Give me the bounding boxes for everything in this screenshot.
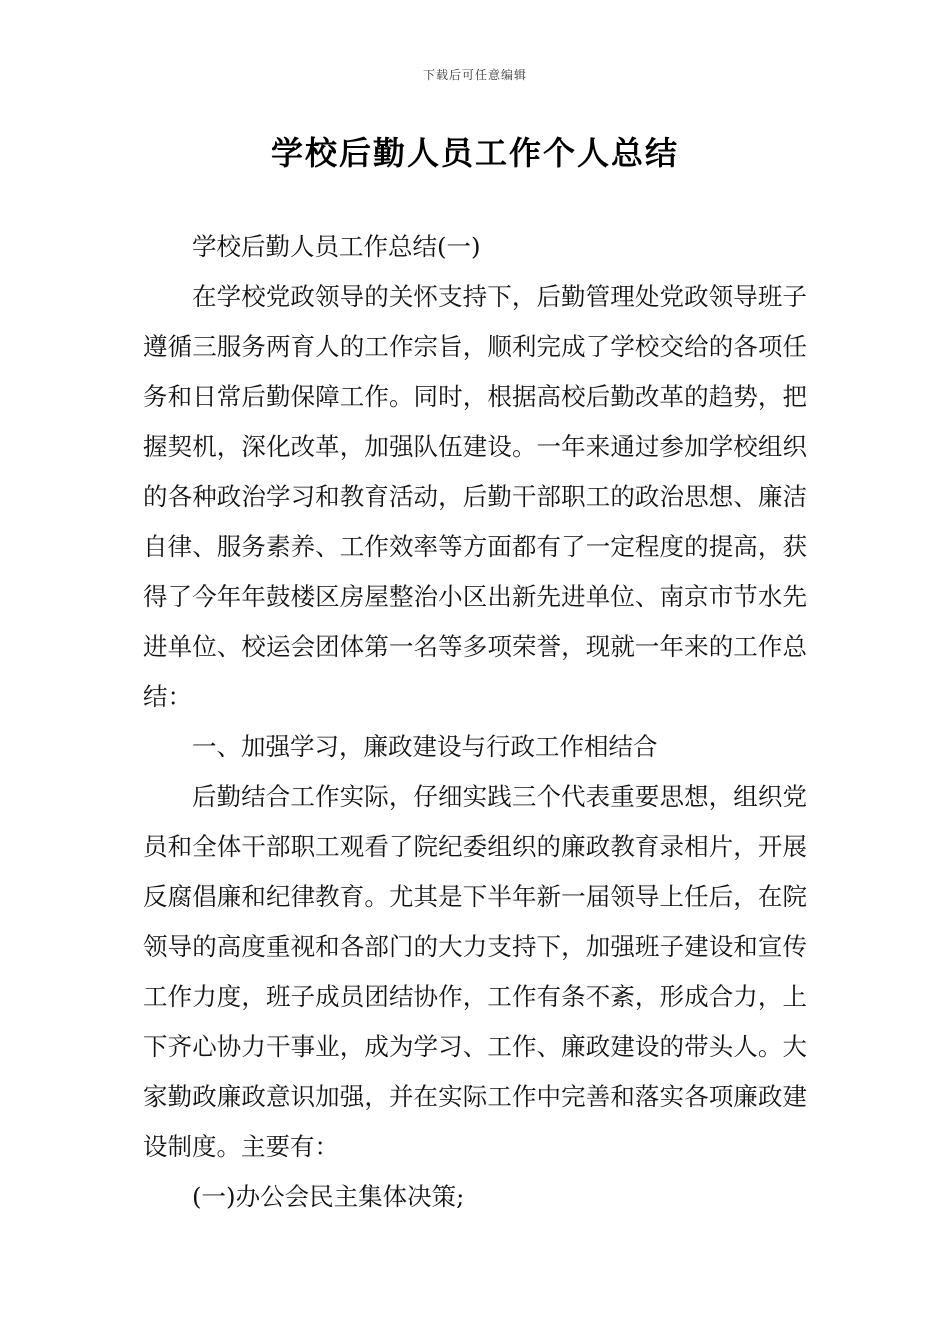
paragraph: 后勤结合工作实际，仔细实践三个代表重要思想，组织党员和全体干部职工观看了院纪委组织的廉政教育录相片，开展反腐倡廉和纪律教育。尤其是下半年新一届领导上任后，在院领导的高度重视和各部门的大力支持下，加强班子建设和宣传工作力度，班子成员团结协作，工作有条不紊，形成合力，上下齐心协力干事业，成为学习、工作、廉政建设的带头人。大家勤政廉政意识加强，并在实际工作中完善和落实各项廉政建设制度。主要有： <box>143 782 807 1161</box>
document-body <box>143 222 807 1222</box>
section-heading: 学校后勤人员工作总结(一) <box>192 232 481 261</box>
document-title: 学校后勤人员工作个人总结 <box>270 134 679 172</box>
page-header-note: 下载后可任意编辑 <box>422 68 527 82</box>
paragraph: 在学校党政领导的关怀支持下，后勤管理处党政领导班子遵循三服务两育人的工作宗旨，顺利完成了学校交给的各项任务和日常后勤保障工作。同时，根据高校后勤改革的趋势，把握契机，深化改革，加强队伍建设。一年来通过参加学校组织的各种政治学习和教育活动，后勤干部职工的政治思想、廉洁自律、服务素养、工作效率等方面都有了一定程度的提高，获得了今年年鼓楼区房屋整治小区出新先进单位、南京市节水先进单位、校运会团体第一名等多项荣誉，现就一年来的工作总结： <box>143 282 807 711</box>
list-item: (一)办公会民主集体决策; <box>192 1182 465 1211</box>
section-heading: 一、加强学习，廉政建设与行政工作相结合 <box>192 732 658 761</box>
